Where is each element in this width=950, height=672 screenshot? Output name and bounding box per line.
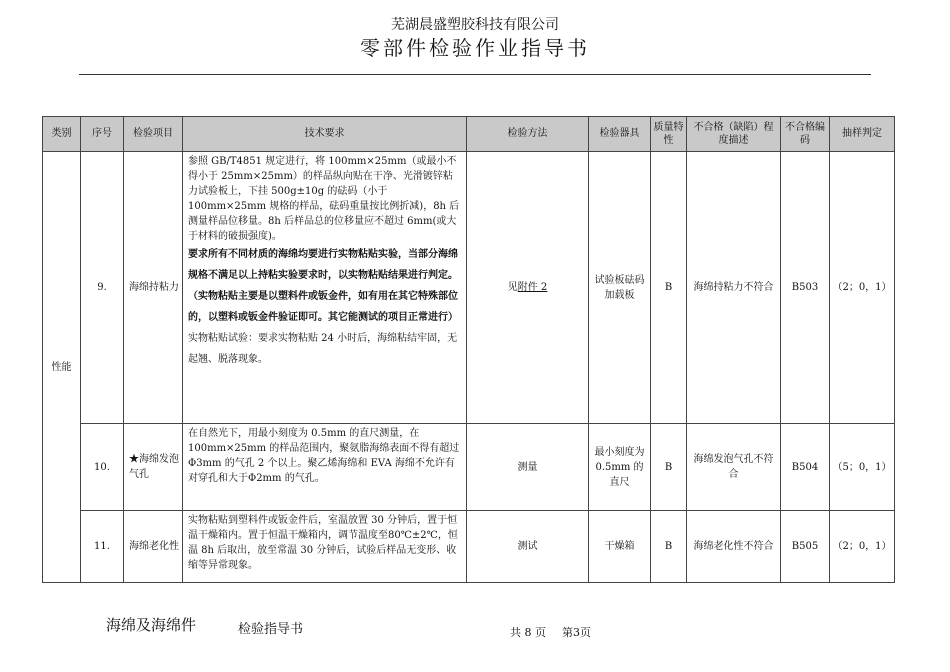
table-header-row: [43, 117, 895, 152]
row-number: 10.: [81, 424, 124, 511]
row-number: 9.: [81, 152, 124, 424]
column-header: 抽样判定: [830, 117, 895, 152]
sampling-rule: （5；0，1）: [830, 424, 895, 511]
column-header: 序号: [81, 117, 124, 152]
inspection-method: [467, 152, 589, 424]
total-pages: 共 8 页: [510, 626, 546, 639]
inspection-tool: 最小刻度为 0.5mm 的直尺: [589, 424, 651, 511]
inspection-tool: 干燥箱: [589, 511, 651, 583]
inspection-method: 测试: [467, 511, 589, 583]
sampling-rule: （2；0，1）: [830, 511, 895, 583]
sampling-rule: （2；0，1）: [830, 152, 895, 424]
inspection-method: 测量: [467, 424, 589, 511]
defect-description: 海绵持粘力不符合: [687, 152, 781, 424]
category-cell: 性能: [43, 152, 81, 583]
inspection-tool: 试验板砝码加载板: [589, 152, 651, 424]
technical-requirement: 实物粘贴到塑料件或钣金件后，室温放置 30 分钟后，置于恒温干燥箱内。置于恒温干燥箱内，调节温度至80℃±2℃，恒温 8h 后取出，放至常温 30 分钟后，试验后样品无变形、收缩等异常现象。: [183, 511, 467, 583]
table-row: [43, 511, 895, 583]
quality-class: B: [651, 511, 687, 583]
inspection-table: [42, 116, 895, 583]
footer-product-name: 海绵及海绵件: [106, 616, 197, 634]
inspection-item: 海绵持粘力: [124, 152, 183, 424]
column-header: 不合格（缺陷）程度描述: [687, 117, 781, 152]
header-divider: [79, 74, 871, 75]
document-title: 零部件检验作业指导书: [360, 36, 590, 60]
current-page: 第3页: [562, 626, 591, 639]
defect-code: B504: [781, 424, 830, 511]
company-name: 芜湖晨盛塑胶科技有限公司: [391, 17, 559, 33]
table-row: [43, 424, 895, 511]
technical-requirement: [183, 152, 467, 424]
technical-requirement: 在自然光下，用最小刻度为 0.5mm 的直尺测量，在100mm×25mm 的样品范围内，聚氨脂海绵表面不得有超过Φ3mm 的气孔 2 个以上。聚乙烯海绵和 EVA 海绵不允许有对穿孔和大于Φ2mm 的气孔。: [183, 424, 467, 511]
column-header: 检验项目: [124, 117, 183, 152]
defect-code: B503: [781, 152, 830, 424]
footer-doc-type: 检验指导书: [238, 622, 304, 637]
table-row: [43, 152, 895, 424]
defect-description: 海绵老化性不符合: [687, 511, 781, 583]
quality-class: B: [651, 152, 687, 424]
column-header: 检验方法: [467, 117, 589, 152]
defect-code: B505: [781, 511, 830, 583]
requirement-emphasis: 要求所有不同材质的海绵均要进行实物粘贴实验，当部分海绵规格不满足以上持粘实验要求时，以实物粘贴结果进行判定。（实物粘贴主要是以塑料件或钣金件，如有用在其它特殊部位的，以塑料或钣金件验证即可。其它能测试的项目正常进行）: [188, 249, 458, 323]
column-header: 类别: [43, 117, 81, 152]
row-number: 11.: [81, 511, 124, 583]
column-header: 检验器具: [589, 117, 651, 152]
defect-description: 海绵发泡气孔不符合: [687, 424, 781, 511]
quality-class: B: [651, 424, 687, 511]
column-header: 质量特性: [651, 117, 687, 152]
method-prefix: 见: [507, 282, 518, 293]
inspection-item: 海绵老化性: [124, 511, 183, 583]
attachment-link[interactable]: 附件 2: [517, 282, 548, 293]
requirement-text: 实物粘贴试验：要求实物粘贴 24 小时后，海绵粘结牢固，无起翘、脱落现象。: [188, 333, 458, 365]
inspection-item: ★海绵发泡气孔: [124, 424, 183, 511]
column-header: 不合格编码: [781, 117, 830, 152]
column-header: 技术要求: [183, 117, 467, 152]
page-indicator: [510, 624, 607, 640]
requirement-text: 参照 GB/T4851 规定进行，将 100mm×25mm（或最小不得小于 25mm×25mm）的样品纵向贴在干净、光滑镀锌粘力试验板上，下挂 500g±10g 的砝码（小于100mm×25mm 规格的样品，砝码重量按比例折减)，8h 后测量样品位移量。8h 后样品总的位移量应不超过 6mm(或大于材料的破损强度)。: [188, 156, 460, 242]
